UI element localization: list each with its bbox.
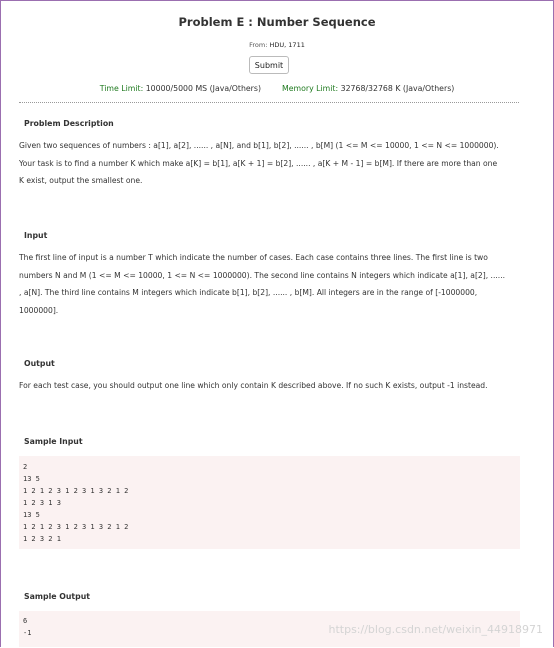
sample-input-line: 13 5	[23, 475, 40, 483]
sample-output-line: 6	[23, 617, 28, 625]
input-line: numbers N and M (1 <= M <= 10000, 1 <= N <= 1000000). The second line contains N integers which indicate a[1], a[2], ......	[19, 270, 506, 280]
sample-output-line: -1	[23, 629, 32, 637]
description-line: Your task is to find a number K which make a[K] = b[1], a[K + 1] = b[2], ...... , a[K + M - 1] = b[M]. If there are more than one	[19, 158, 498, 168]
input-text	[19, 249, 524, 319]
sample-output-heading: Sample Output	[24, 592, 91, 601]
output-line: For each test case, you should output one line which only contain K described above. If no such K exists, output -1 instead.	[19, 381, 488, 390]
limits-line	[1, 84, 553, 93]
submit-button[interactable]: Submit	[249, 56, 289, 74]
time-limit-value: 10000/5000 MS (Java/Others)	[145, 84, 261, 93]
memory-limit-value: 32768/32768 K (Java/Others)	[340, 84, 455, 93]
description-text	[19, 137, 524, 190]
sample-input-line: 1 2 3 2 1	[23, 535, 61, 543]
time-limit-label: Time Limit:	[99, 84, 144, 93]
sample-input-line: 1 2 3 1 3	[23, 499, 61, 507]
sample-input-line: 1 2 1 2 3 1 2 3 1 3 2 1 2	[23, 487, 129, 495]
description-heading: Problem Description	[24, 119, 114, 128]
sample-input-heading: Sample Input	[24, 437, 83, 446]
input-line: The first line of input is a number T which indicate the number of cases. Each case contains three lines. The first line is two	[19, 253, 488, 262]
input-line: 1000000].	[19, 305, 59, 315]
output-text	[19, 377, 524, 395]
from-label: From:	[249, 41, 268, 49]
sample-input-line: 1 2 1 2 3 1 2 3 1 3 2 1 2	[23, 523, 129, 531]
memory-limit-label: Memory Limit:	[281, 84, 339, 93]
from-value: HDU, 1711	[269, 41, 305, 49]
sample-input-line: 13 5	[23, 511, 40, 519]
input-line: , a[N]. The third line contains M integers which indicate b[1], b[2], ...... , b[M]. All integers are in the range of [-1000000,	[19, 288, 478, 297]
input-heading: Input	[24, 231, 48, 240]
problem-title: Problem E : Number Sequence	[178, 15, 376, 29]
sample-input-line: 2	[23, 463, 28, 471]
output-heading: Output	[24, 359, 55, 368]
watermark-text: https://blog.csdn.net/weixin_44918971	[328, 623, 543, 636]
problem-source	[1, 41, 553, 49]
description-line: K exist, output the smallest one.	[19, 176, 143, 185]
description-line: Given two sequences of numbers : a[1], a[2], ...... , a[N], and b[1], b[2], ...... , b[M] (1 <= M <= 10000, 1 <= N <= 1000000).	[19, 141, 499, 150]
sample-input-block	[19, 456, 520, 549]
header-divider	[19, 102, 519, 103]
